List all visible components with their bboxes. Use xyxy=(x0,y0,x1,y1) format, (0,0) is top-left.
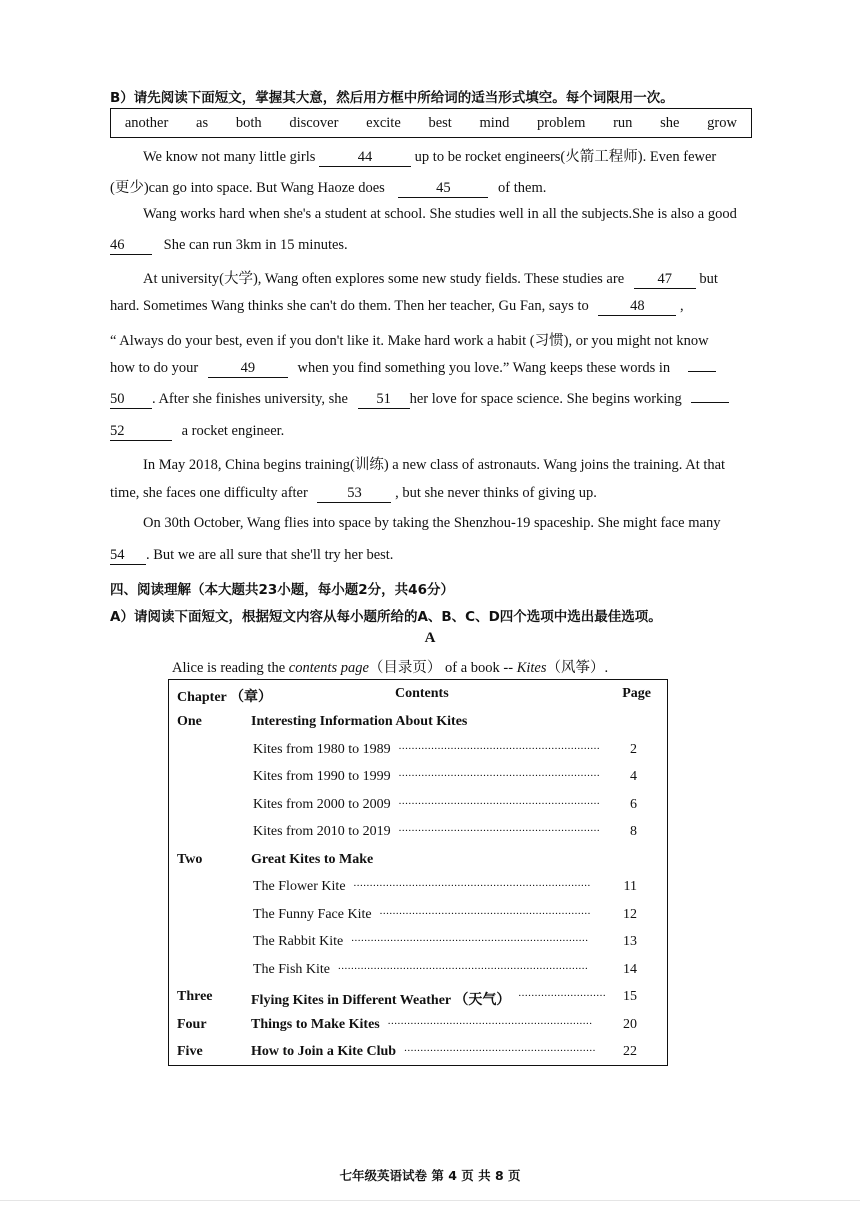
page-footer: 七年级英语试卷 第 4 页 共 8 页 xyxy=(339,1168,521,1183)
toc-header-contents: Contents xyxy=(395,686,449,701)
passage-line xyxy=(143,145,716,167)
passage-label: A xyxy=(424,630,436,646)
toc-dot-leader: .............................................................. xyxy=(398,739,601,752)
toc-dot-leader: ......................................................................... xyxy=(351,932,589,944)
word-box xyxy=(110,108,752,138)
passage-text: We know not many little girls xyxy=(143,149,316,165)
toc-title: Kites from 1990 to 1999 xyxy=(253,769,391,784)
word-box-item: she xyxy=(660,114,680,131)
toc-page-number: 11 xyxy=(623,879,637,894)
blank-53[interactable]: 53 xyxy=(317,485,391,503)
toc-header-chapter: Chapter （章） xyxy=(177,690,273,705)
passage-line xyxy=(110,547,393,565)
toc-dot-leader: ............................................................... xyxy=(387,1014,593,1027)
toc-page-number: 22 xyxy=(623,1044,637,1059)
toc-page-number: 20 xyxy=(623,1016,637,1032)
passage-text: , but she never thinks of giving up. xyxy=(395,485,597,501)
toc-row xyxy=(169,934,667,960)
word-box-item: run xyxy=(613,114,633,131)
word-box-item: both xyxy=(235,114,262,131)
passage-text: hard. Sometimes Wang thinks she can't do them. Then her teacher, Gu Fan, says to xyxy=(110,298,589,314)
blank-45[interactable]: 45 xyxy=(398,180,488,198)
toc-chapter: Four xyxy=(177,1016,207,1032)
toc-row xyxy=(169,824,667,850)
toc-page-number: 12 xyxy=(623,906,637,922)
toc-page-number: 13 xyxy=(623,934,637,949)
toc-chapter: Three xyxy=(177,989,213,1004)
passage-line xyxy=(143,267,718,289)
toc-page-number: 4 xyxy=(630,769,637,784)
passage-text: . But we are all sure that she'll try her best. xyxy=(146,547,394,563)
toc-dot-leader: .............................................................. xyxy=(398,822,601,834)
toc-dot-leader: ........................... xyxy=(518,987,607,999)
blank-52-start xyxy=(691,402,729,403)
section-4-heading: 四、阅读理解（本大题共23小题，每小题2分，共46分） xyxy=(110,582,454,598)
toc-header-page: Page xyxy=(622,686,651,701)
passage-text: her love for space science. She begins working xyxy=(409,391,682,407)
passage-text: Alice is reading the xyxy=(172,660,289,676)
word-box-item: discover xyxy=(289,114,339,131)
toc-title: The Funny Face Kite xyxy=(253,906,372,922)
toc-chapter: One xyxy=(177,714,202,729)
toc-title: Great Kites to Make xyxy=(251,851,374,867)
toc-chapter: Five xyxy=(177,1044,203,1059)
passage-line: “ Always do your best, even if you don't like it. Make hard work a habit (习惯), or you might not know xyxy=(110,333,709,349)
toc-page-number: 8 xyxy=(630,824,637,839)
passage-text: , xyxy=(679,298,684,314)
blank-51[interactable]: 51 xyxy=(358,391,410,409)
toc-row xyxy=(169,989,667,1015)
toc-row xyxy=(169,852,667,878)
passage-line: In May 2018, China begins training(训练) a new class of astronauts. Wang joins the training. At that xyxy=(143,457,726,473)
blank-46[interactable]: 46 xyxy=(110,237,152,255)
toc-dot-leader: .............................................................. xyxy=(398,767,601,779)
toc-dot-leader: .............................................................. xyxy=(398,794,601,807)
blank-52[interactable]: 52 xyxy=(110,423,172,441)
passage-text: how to do your xyxy=(110,360,199,376)
toc-title: Interesting Information About Kites xyxy=(251,714,468,729)
blank-54[interactable]: 54 xyxy=(110,547,146,565)
passage-text: when you find something you love.” Wang keeps these words in xyxy=(297,360,671,376)
toc-dot-leader: ......................................................................... xyxy=(353,877,591,889)
toc-row xyxy=(169,879,667,905)
word-box-item: problem xyxy=(537,114,586,131)
toc-title: Flying Kites in Different Weather （天气） xyxy=(251,993,511,1008)
passage-line xyxy=(110,176,546,198)
word-box-item: another xyxy=(124,114,169,131)
passage-text: （目录页） of a book -- xyxy=(368,660,517,676)
toc-title: The Flower Kite xyxy=(253,879,346,894)
toc-title: Kites from 2000 to 2009 xyxy=(253,796,391,812)
passage-line: On 30th October, Wang flies into space by taking the Shenzhou-19 spaceship. She might face many xyxy=(143,515,721,531)
toc-page-number: 2 xyxy=(630,741,637,757)
toc-dot-leader: ................................................................. xyxy=(379,904,591,917)
passage-text: (更少)can go into space. But Wang Haoze does xyxy=(110,180,385,196)
passage-text: （风筝）. xyxy=(546,660,609,676)
passage-text: At university(大学), Wang often explores some new study fields. These studies are xyxy=(143,271,625,287)
toc-row xyxy=(169,769,667,795)
toc-title: Things to Make Kites xyxy=(251,1016,380,1032)
toc-title: How to Join a Kite Club xyxy=(251,1044,397,1059)
section-4a-instruction: A）请阅读下面短文，根据短文内容从每小题所给的A、B、C、D四个选项中选出最佳选项。 xyxy=(110,609,662,625)
toc-row xyxy=(169,1014,667,1043)
passage-text: She can run 3km in 15 minutes. xyxy=(163,237,348,253)
passage-line xyxy=(110,237,348,255)
passage-line xyxy=(110,298,684,316)
toc-dot-leader: ........................................................... xyxy=(404,1042,596,1054)
passage-line: Wang works hard when she's a student at school. She studies well in all the subjects.She is also a good xyxy=(143,206,737,222)
section-b-instruction: B）请先阅读下面短文，掌握其大意，然后用方框中所给词的适当形式填空。每个词限用一次。 xyxy=(110,90,674,106)
passage-intro xyxy=(172,656,608,677)
blank-50[interactable]: 50 xyxy=(110,391,152,409)
bottom-rule xyxy=(0,1200,860,1201)
toc-row xyxy=(169,739,667,768)
toc-page-number: 6 xyxy=(630,796,637,812)
toc-title: The Fish Kite xyxy=(253,961,330,977)
contents-table xyxy=(168,679,668,1066)
passage-text: time, she faces one difficulty after xyxy=(110,485,308,501)
toc-header xyxy=(169,686,667,712)
passage-text: a rocket engineer. xyxy=(181,423,285,439)
passage-text: contents page xyxy=(288,660,369,676)
passage-line xyxy=(110,423,284,441)
toc-row xyxy=(169,714,667,740)
toc-row xyxy=(169,904,667,933)
passage-text: of them. xyxy=(498,180,547,196)
blank-49[interactable]: 49 xyxy=(208,360,288,378)
toc-title: Kites from 2010 to 2019 xyxy=(253,824,391,839)
blank-47[interactable]: 47 xyxy=(634,271,696,289)
passage-line xyxy=(110,391,729,409)
word-box-item: best xyxy=(428,114,452,131)
toc-title: The Rabbit Kite xyxy=(253,934,344,949)
blank-48[interactable]: 48 xyxy=(598,298,676,316)
blank-50-start xyxy=(688,371,716,372)
passage-text: up to be rocket engineers(火箭工程师). Even fewer xyxy=(414,149,717,165)
toc-title: Kites from 1980 to 1989 xyxy=(253,741,391,757)
toc-row xyxy=(169,794,667,823)
toc-row xyxy=(169,959,667,988)
blank-44[interactable]: 44 xyxy=(319,149,411,167)
toc-row xyxy=(169,1044,667,1070)
passage-text: . After she finishes university, she xyxy=(152,391,348,407)
passage-text: Kites xyxy=(516,660,547,676)
word-box-item: excite xyxy=(366,114,401,131)
toc-page-number: 15 xyxy=(623,989,637,1004)
passage-text: but xyxy=(699,271,718,287)
passage-line xyxy=(110,360,716,378)
word-box-item: grow xyxy=(707,114,737,131)
passage-line xyxy=(110,485,597,503)
word-box-item: as xyxy=(196,114,209,131)
toc-chapter: Two xyxy=(177,851,203,867)
toc-page-number: 14 xyxy=(623,961,637,977)
toc-dot-leader: ............................................................................. xyxy=(338,959,589,972)
word-box-item: mind xyxy=(479,114,510,131)
